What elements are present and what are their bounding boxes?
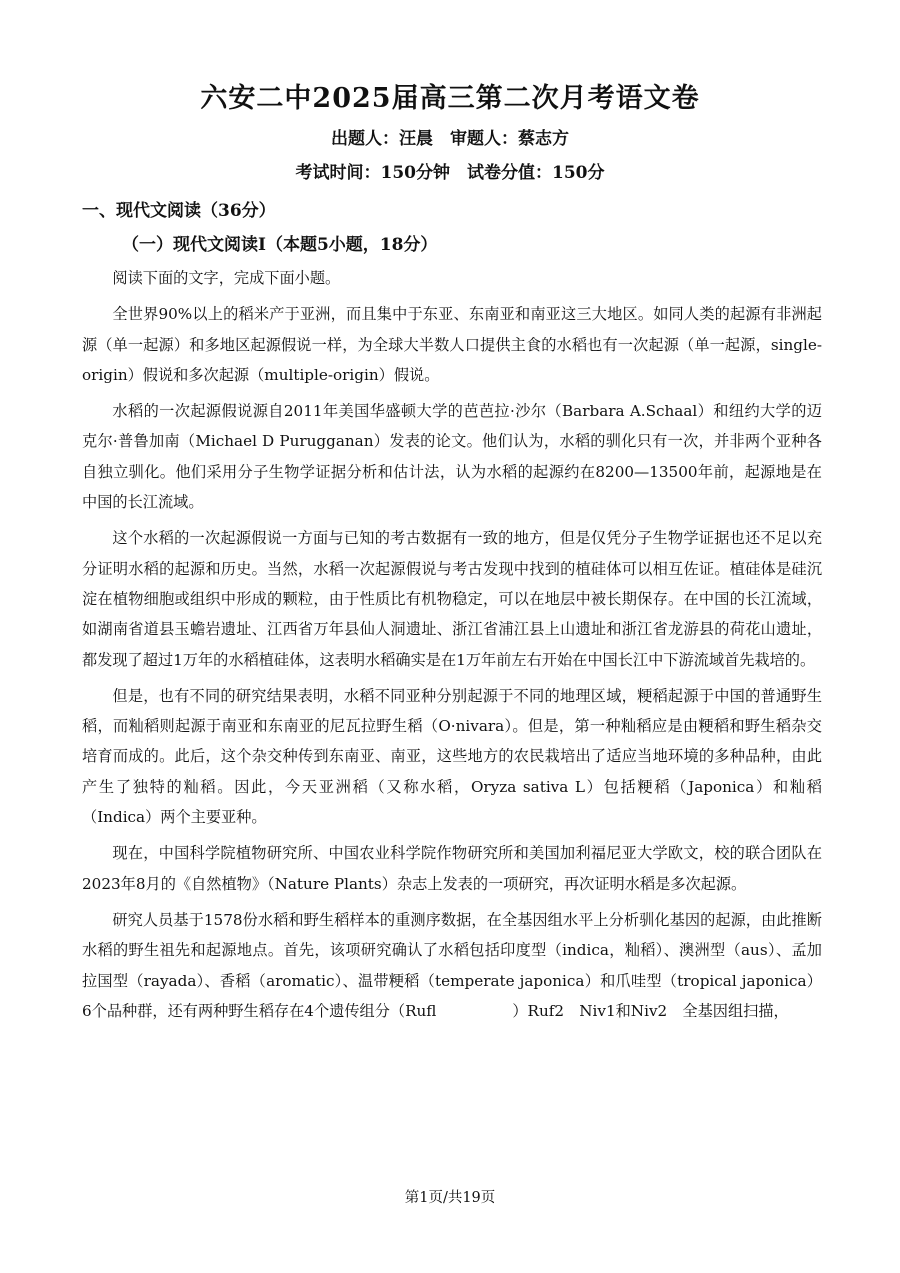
instruction-paragraph: 阅读下面的文字，完成下面小题。 xyxy=(112,269,341,287)
exam-info: 考试时间：150分钟 试卷分值：150分 xyxy=(295,163,605,183)
page-number: 第1页/共19页 xyxy=(404,1190,496,1206)
section-heading: 一、现代文阅读（36分） xyxy=(82,201,276,221)
passage-paragraph: 全世界90%以上的稻米产于亚洲，而且集中于东亚、东南亚和南亚这三大地区。如同人类的起源有非洲起源（单一起源）和多地区起源假说一样，为全球大半数人口提供主食的水稻也有一次起源（单一起源，single-origin）假说和多次起源（multiple-origin）假说。 xyxy=(82,305,822,384)
exam-title: 六安二中2025届高三第二次月考语文卷 xyxy=(200,83,700,114)
passage-paragraph: 但是，也有不同的研究结果表明，水稻不同亚种分别起源于不同的地理区域，粳稻起源于中国的普通野生稻，而籼稻则起源于南亚和东南亚的尼瓦拉野生稻（O·nivara）。但是，第一种籼稻应是由粳稻和野生稻杂交培育而成的。此后，这个杂交种传到东南亚、南亚，这些地方的农民栽培出了适应当地环境的多种品种，由此产生了独特的籼稻。因此，今天亚洲稻（又称水稻，Oryza sativa L）包括粳稻（Japonica）和籼稻（Indica）两个主要亚种。 xyxy=(82,686,822,827)
passage-paragraph: 现在，中国科学院植物研究所、中国农业科学院作物研究所和美国加利福尼亚大学欧文，校的联合团队在2023年8月的《自然植物》（Nature Plants）杂志上发表的一项研究，再次证明水稻是多次起源。 xyxy=(82,844,822,893)
subsection-heading: （一）现代文阅读Ⅰ（本题5小题，18分） xyxy=(122,235,438,255)
exam-authors: 出题人：汪晨 审题人：蔡志方 xyxy=(331,129,569,149)
passage-paragraph: 这个水稻的一次起源假说一方面与已知的考古数据有一致的地方，但是仅凭分子生物学证据也还不足以充分证明水稻的起源和历史。当然，水稻一次起源假说与考古发现中找到的植硅体可以相互佐证。植硅体是硅沉淀在植物细胞或组织中形成的颗粒，由于性质比有机物稳定，可以在地层中被长期保存。在中国的长江流域，如湖南省道县玉蟾岩遗址、江西省万年县仙人洞遗址、浙江省浦江县上山遗址和浙江省龙游县的荷花山遗址，都发现了超过1万年的水稻植硅体，这表明水稻确实是在1万年前左右开始在中国长江中下游流域首先栽培的。 xyxy=(82,529,822,669)
passage-paragraph: 水稻的一次起源假说源自2011年美国华盛顿大学的芭芭拉·沙尔（Barbara A.Schaal）和纽约大学的迈克尔·普鲁加南（Michael D Purugganan）发表的论文。他们认为，水稻的驯化只有一次，并非两个亚种各自独立驯化。他们采用分子生物学证据分析和估计法，认为水稻的起源约在8200—13500年前，起源地是在中国的长江流域。 xyxy=(82,402,822,512)
passage-paragraph: 研究人员基于1578份水稻和野生稻样本的重测序数据，在全基因组水平上分析驯化基因的起源，由此推断水稻的野生祖先和起源地点。首先，该项研究确认了水稻包括印度型（indica，籼稻）、澳洲型（aus）、孟加拉国型（rayada）、香稻（aromatic）、温带粳稻（temperate japonica）和爪哇型（tropical japonica）6个品种群，还有两种野生稻存在4个遗传组分（Rufl ）Ruf2 Niv1和Niv2 全基因组扫描， xyxy=(82,910,822,1020)
reading-passage xyxy=(82,263,822,1032)
